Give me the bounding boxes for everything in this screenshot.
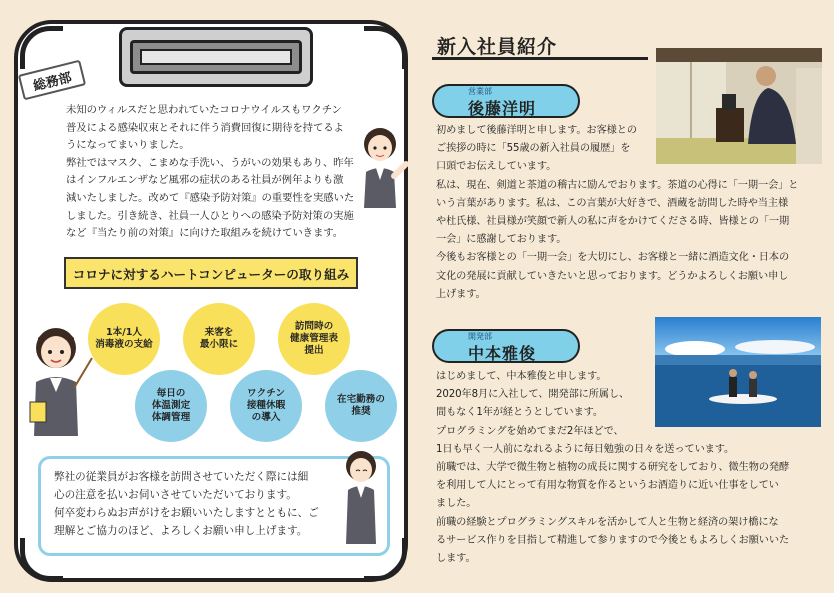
measure-circle: 訪問時の 健康管理表 提出 bbox=[278, 303, 350, 375]
intro-line: 弊社ではマスク、こまめな手洗い、うがいの効果もあり、昨年 bbox=[66, 156, 354, 169]
measure-circle: 在宅勤務の 推奨 bbox=[325, 370, 397, 442]
intro-line: うになってまいりました。 bbox=[66, 139, 190, 152]
office-worker-illustration bbox=[352, 120, 410, 212]
intro-line: しました。引き続き、社員一人ひとりへの感染予防対策の実施 bbox=[66, 209, 354, 222]
page-title: 新入社員紹介 bbox=[437, 36, 558, 58]
bowing-worker-illustration bbox=[336, 446, 386, 546]
department-badge: 総務部 bbox=[18, 60, 86, 101]
employee-name: 中本雅俊 bbox=[468, 344, 537, 363]
employee-department: 開発部 bbox=[468, 332, 492, 341]
presenter-illustration bbox=[22, 318, 94, 438]
employee-photo-paddleboard bbox=[655, 317, 821, 427]
intro-line: など『当たり前の対策』に向けた取組みを続けていきます。 bbox=[66, 227, 344, 240]
employee-bio: はじめまして、中本雅俊と申します。 2020年8月に入社して、開発部に所属し、 間もなく1年が経とうとしています。 プログラミングを始めてまだ2年ほどで、 1日も早く一人前になれるように毎日勉強の日々を送っています。 前職では、大学で微生物と植物の成長に関する研究をしており、微生物の発酵 を利用して人にとって有用な物質を作るというお酒造りに近い仕事をしてい ました。 前職の経験とプログラミングスキルを活かして人と生物と経済の架け橋にな るサービス作りを目指して精進して参りますので今後ともよろしくお願いいた します。 bbox=[436, 371, 790, 565]
intro-text bbox=[66, 102, 362, 243]
initiatives-banner: コロナに対するハートコンピューターの取り組み bbox=[64, 257, 358, 289]
notice-line: 何卒変わらぬお声がけをお願いいたしますとともに、ご bbox=[54, 507, 319, 519]
measure-circle: 来客を 最小限に bbox=[183, 303, 255, 375]
title-underline bbox=[432, 57, 648, 66]
clipboard-clip-slot bbox=[140, 49, 292, 65]
employee-department: 営業部 bbox=[468, 87, 492, 96]
notice-line: 心の注意を払いお伺いさせていただいております。 bbox=[54, 489, 297, 501]
notice-line: 弊社の従業員がお客様を訪問させていただく際には細 bbox=[54, 471, 309, 483]
intro-line: 未知のウィルスだと思われていたコロナウイルスもワクチン bbox=[66, 104, 342, 116]
measure-circle: 毎日の 体温測定 体調管理 bbox=[135, 370, 207, 442]
intro-line: はインフルエンザなど風邪の症状のある社員が例年よりも激 bbox=[66, 174, 344, 187]
employee-name: 後藤洋明 bbox=[468, 99, 537, 118]
measure-circle: ワクチン 接種休暇 の導入 bbox=[230, 370, 302, 442]
notice-line: 理解とご協力のほど、よろしくお願い申し上げます。 bbox=[54, 525, 308, 537]
measure-circle: 1本/1人 消毒液の支給 bbox=[88, 303, 160, 375]
notice-text bbox=[54, 468, 354, 540]
corner-bracket bbox=[364, 26, 407, 69]
employee-photo-tea-ceremony bbox=[656, 48, 822, 164]
employee-bio: 初めまして後藤洋明と申します。お客様との ご挨拶の時に「55歳の新入社員の履歴」を 口頭でお伝えしています。 私は、現在、剣道と茶道の稽古に励んでおります。茶道の心得に「一期一会」と いう言葉があります。私は、この言葉が大好きで、酒蔵を訪問した時や当主様 や杜氏様、社員様が笑顔で新人の私に声をかけてくださる時、皆様との「一期 一会」に感謝しております。 今後もお客様との「一期一会」を大切にし、お客様と一緒に酒造文化・日本の 文化の発展に貢献していきたいと思っております。どうかよろしくお願い申し 上げます。 bbox=[436, 125, 799, 300]
intro-line: 普及による感染収束とそれに伴う消費回復に期待を持てるよ bbox=[66, 121, 344, 134]
intro-line: 減いたしました。改めて『感染予防対策』の重要性を実感いた bbox=[66, 191, 355, 204]
